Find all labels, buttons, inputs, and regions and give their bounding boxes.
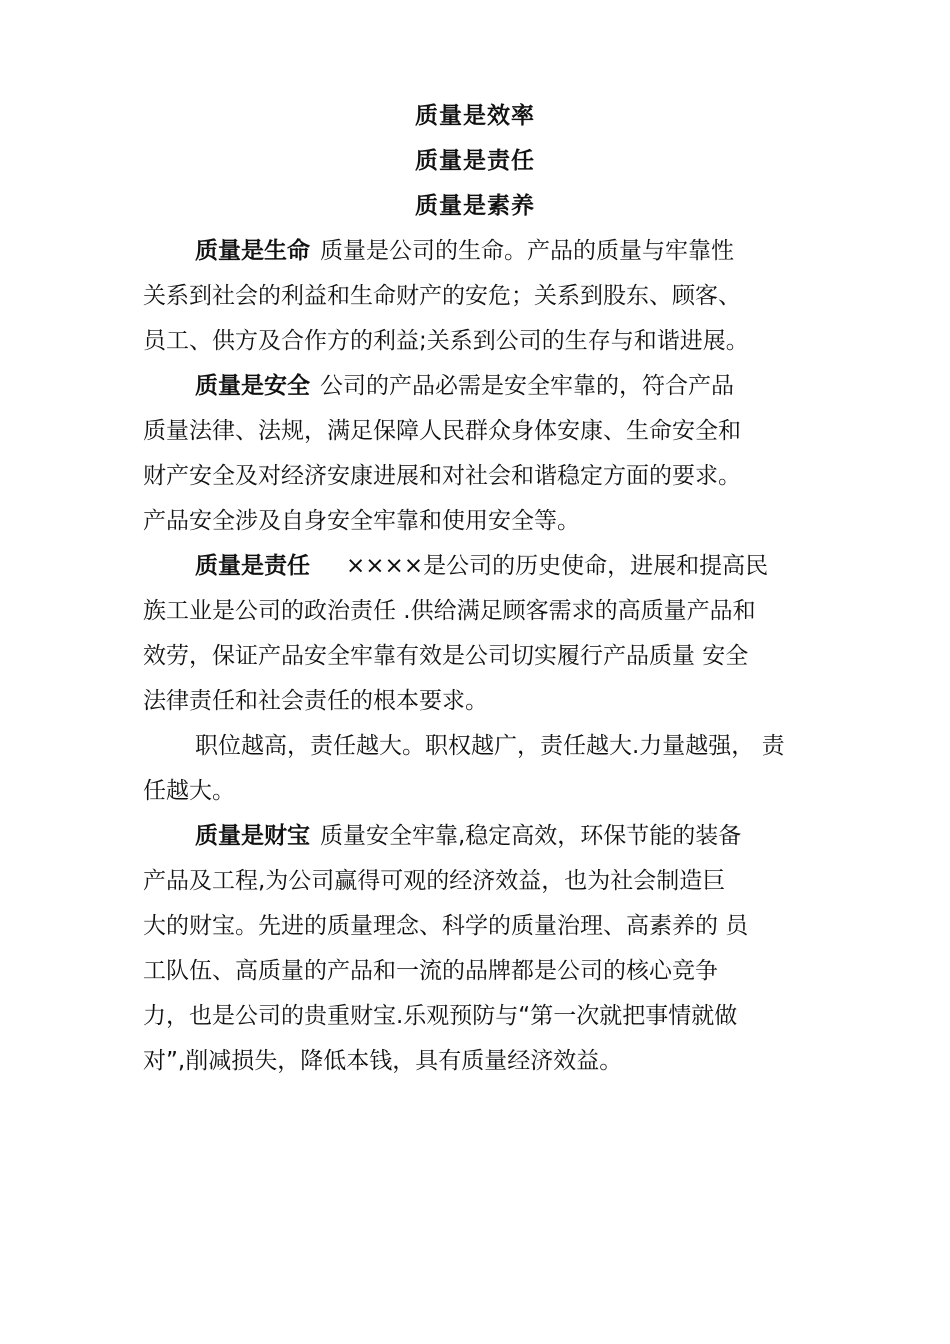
paragraph-text: 质量安全牢靠,稳定高效，环保节能的装备 — [320, 823, 742, 849]
paragraph-text: 质量是公司的生命。产品的质量与牢靠性 — [320, 238, 734, 264]
paragraph-life-line: 关系到社会的利益和生命财产的安危；关系到股东、顾客、 — [143, 283, 741, 309]
paragraph-wealth-line — [195, 821, 835, 851]
paragraph-wealth-line: 对”,削减损失，降低本钱，具有质量经济效益。 — [143, 1048, 623, 1074]
section-title-wealth: 质量是财宝 — [195, 823, 310, 849]
paragraph-position-line: 任越大。 — [143, 778, 235, 804]
paragraph-wealth-line: 工队伍、高质量的产品和一流的品牌都是公司的核心竞争 — [143, 958, 718, 984]
paragraph-position-line: 职位越高，责任越大。职权越广，责任越大.力量越强， 责 — [195, 733, 785, 759]
paragraph-wealth-line: 大的财宝。先进的质量理念、科学的质量治理、高素养的 员 — [143, 913, 749, 939]
paragraph-wealth-line: 产品及工程,为公司赢得可观的经济效益，也为社会制造巨 — [143, 868, 726, 894]
paragraph-safety-line: 财产安全及对经济安康进展和对社会和谐稳定方面的要求。 — [143, 463, 741, 489]
paragraph-life-line: 员工、供方及合作方的利益;关系到公司的生存与和谐进展。 — [143, 328, 749, 354]
paragraph-responsibility-line: 族工业是公司的政治责任 .供给满足顾客需求的高质量产品和 — [143, 598, 756, 624]
paragraph-text: 公司的产品必需是安全牢靠的，符合产品 — [320, 373, 734, 399]
section-title-life: 质量是生命 — [195, 238, 310, 264]
paragraph-safety-line: 产品安全涉及自身安全牢靠和使用安全等。 — [143, 508, 580, 534]
paragraph-responsibility-line: 法律责任和社会责任的根本要求。 — [143, 688, 488, 714]
paragraph-responsibility-line: 效劳，保证产品安全牢靠有效是公司切实履行产品质量 安全 — [143, 643, 749, 669]
section-title-safety: 质量是安全 — [195, 373, 310, 399]
heading-efficiency: 质量是效率 — [415, 103, 535, 129]
paragraph-safety-line: 质量法律、法规，满足保障人民群众身体安康、生命安全和 — [143, 418, 741, 444]
paragraph-safety-line — [195, 371, 835, 401]
paragraph-life-line — [195, 236, 835, 266]
paragraph-wealth-line: 力，也是公司的贵重财宝.乐观预防与“第一次就把事情就做 — [143, 1003, 738, 1029]
heading-quality-literacy: 质量是素养 — [415, 193, 535, 219]
paragraph-text: ××××是公司的历史使命，进展和提高民 — [346, 553, 769, 579]
paragraph-responsibility-line — [195, 551, 835, 581]
heading-responsibility: 质量是责任 — [415, 148, 535, 174]
section-title-responsibility: 质量是责任 — [195, 553, 310, 579]
